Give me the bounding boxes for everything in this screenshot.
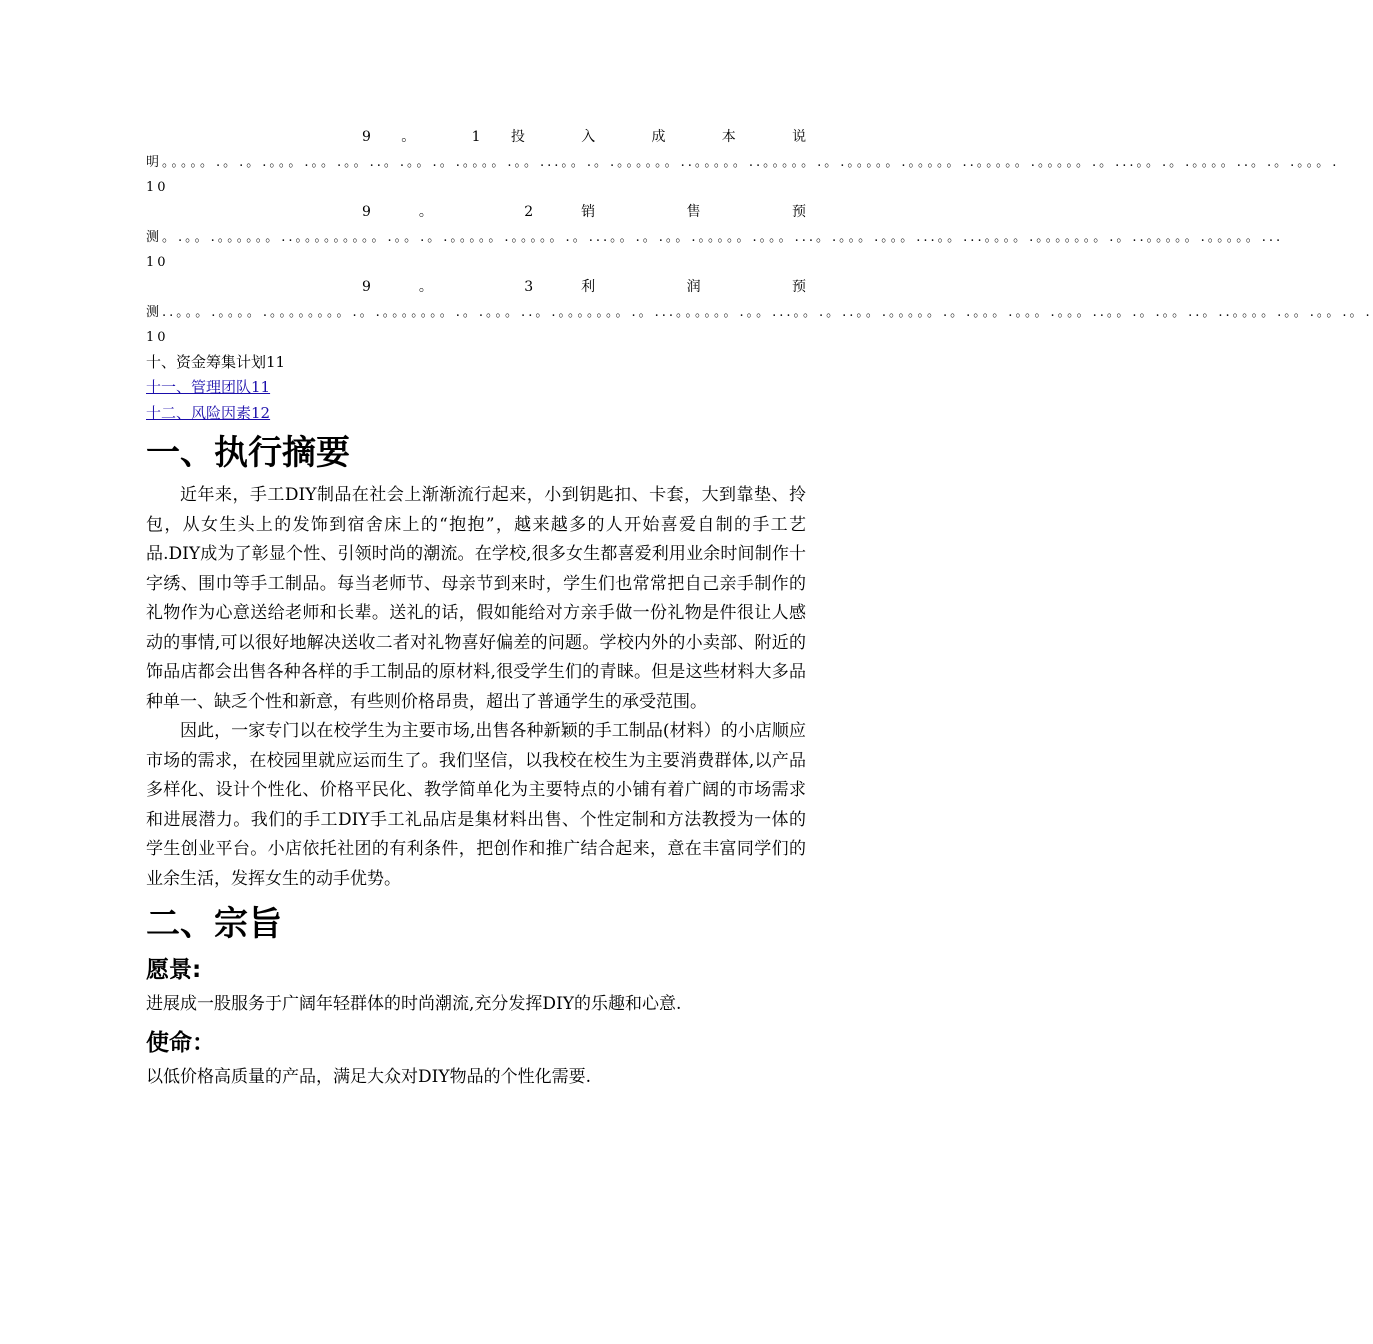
toc-head-token: 。 [418,279,477,295]
toc-entry-head [146,275,806,300]
toc-link-management-team[interactable]: 十一、管理团队11 [146,378,271,396]
toc-head-token: 润 [686,279,745,295]
table-of-contents [146,125,1373,427]
toc-head-token: 预 [792,279,807,295]
toc-entry-leader: 明。。。。。.。.。.。。。.。。.。。..。.。。.。.。。。。.。。...。。.。.。。。。。。..。。。。。..。。。。。.。.。。。。。.。。。。。..。。。。。.。。。。。.。...。。.。.。。。。..。.。.。。。.10 [146,155,1340,195]
toc-head-token: 2 [524,204,534,220]
toc-entry-head [146,125,806,150]
toc-head-token: 预 [792,204,807,220]
toc-head-token: 说 [792,129,807,145]
vision-text: 进展成一股服务于广阔年轻群体的时尚潮流,充分发挥DIY的乐趣和心意. [146,994,682,1014]
toc-head-token: 3 [524,279,534,295]
toc-head-token: 1 [471,129,481,145]
heading-purpose: 二、宗旨 [146,904,282,944]
toc-entry-profit-forecast [146,275,1373,350]
heading-vision: 愿景: [146,957,202,983]
toc-entry-investment-cost [146,125,1340,200]
toc-entry-leader: 测。.。。.。。。。。。..。。。。。。。。。.。。.。.。。。。。.。。。。。.。...。。.。.。。.。。。。。.。。。...。.。。。.。。。...。。...。。。。.。。。。。。。.。..。。。。。.。。。。。...10 [146,230,1284,270]
toc-head-token: 9 [362,279,371,295]
toc-head-token: 本 [721,129,762,145]
toc-head-token: 9 [362,129,371,145]
toc-head-token: 利 [581,279,639,295]
heading-mission: 使命： [146,1030,215,1056]
toc-head-token: 。 [401,129,442,145]
toc-head-token: 投 [510,129,551,145]
mission-text: 以低价格高质量的产品，满足大众对DIY物品的个性化需要. [146,1067,591,1087]
toc-head-token: 。 [418,204,477,220]
toc-link-risk-factors[interactable]: 十二、风险因素12 [146,404,271,422]
toc-entry-leader: 测..。。。.。。。。.。。。。。。。。.。.。。。。。。。.。.。。。..。.。。。。。。。.。...。。。。。。.。。...。。.。..。。.。。。。。.。.。。。.。。。.。。。..。。.。.。。..。..。。。。.。。.。。.。.10 [146,305,1373,345]
toc-entry-funding-plan: 十、资金筹集计划11 [146,353,286,371]
toc-head-token: 销 [581,204,639,220]
toc-head-token: 成 [651,129,692,145]
summary-paragraph-2: 因此，一家专门以在校学生为主要市场,出售各种新颖的手工制品(材料）的小店顺应市场的需求，在校园里就应运而生了。我们坚信，以我校在校生为主要消费群体,以产品多样化、设计个性化、价格平民化、教学简单化为主要特点的小铺有着广阔的市场需求和进展潜力。我们的手工DIY手工礼品店是集材料出售、个性定制和方法教授为一体的学生创业平台。小店依托社团的有利条件，把创作和推广结合起来，意在丰富同学们的业余生活，发挥女生的动手优势。 [146,721,806,889]
toc-head-token: 售 [686,204,745,220]
summary-paragraph-1: 近年来，手工DIY制品在社会上渐渐流行起来，小到钥匙扣、卡套，大到靠垫、拎包，从女生头上的发饰到宿舍床上的“抱抱”，越来越多的人开始喜爱自制的手工艺品.DIY成为了彰显个性、引领时尚的潮流。在学校,很多女生都喜爱利用业余时间制作十字绣、围巾等手工制品。每当老师节、母亲节到来时，学生们也常常把自己亲手制作的礼物作为心意送给老师和长辈。送礼的话，假如能给对方亲手做一份礼物是件很让人感动的事情,可以很好地解决送收二者对礼物喜好偏差的问题。学校内外的小卖部、附近的饰品店都会出售各种各样的手工制品的原材料,很受学生们的青睐。但是这些材料大多品种单一、缺乏个性和新意，有些则价格昂贵，超出了普通学生的承受范围。 [146,485,806,712]
toc-entry-sales-forecast [146,200,1284,275]
toc-head-token: 9 [362,204,371,220]
toc-head-token: 入 [581,129,622,145]
heading-executive-summary: 一、执行摘要 [146,433,350,473]
document-page [146,0,1373,1092]
toc-entry-head [146,200,806,225]
